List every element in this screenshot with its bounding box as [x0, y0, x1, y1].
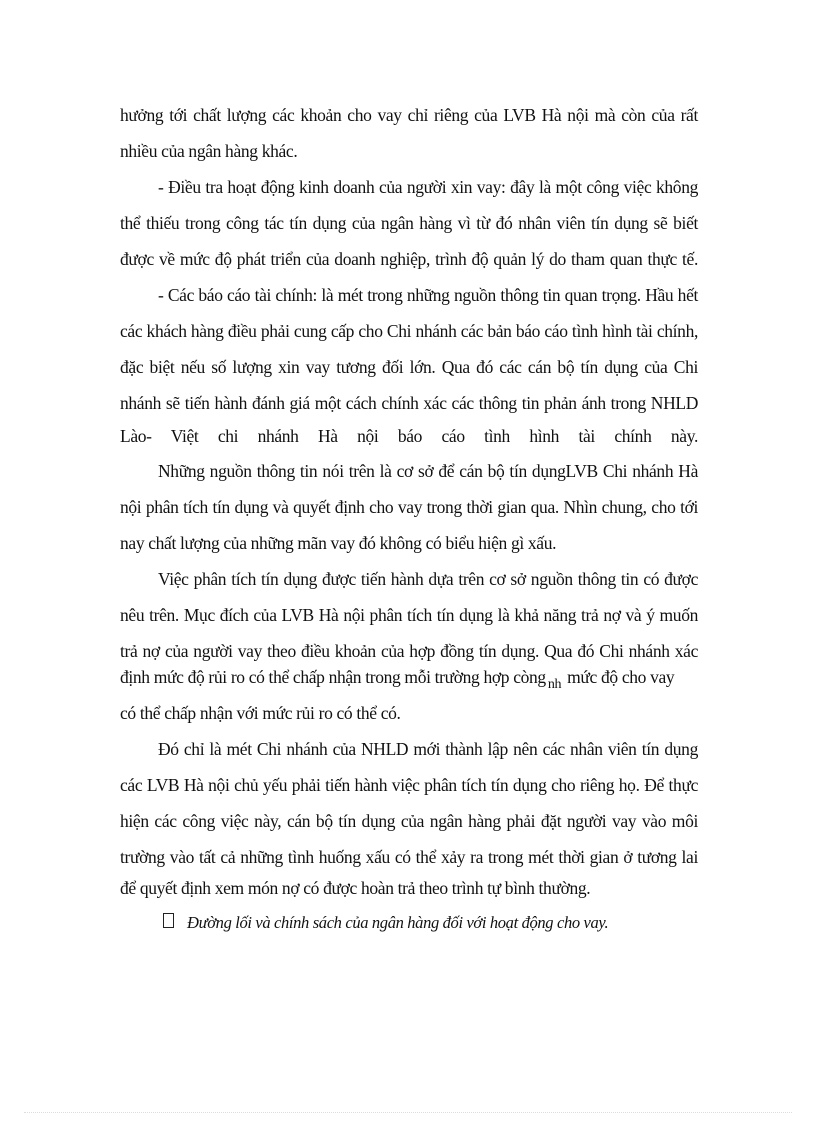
paragraph-4-line-3: nay chất lượng của những mãn vay đó không có biểu hiện gì xấu.	[120, 533, 557, 553]
paragraph-2-line-2: thể thiếu trong công tác tín dụng của ngân hàng vì từ đó nhân viên tín dụng sẽ biết	[120, 213, 698, 233]
paragraph-5-line-4-part-a: định mức độ rủi ro có thể chấp nhận trong mỗi trường hợp còng	[120, 667, 546, 687]
paragraph-2-line-3: được về mức độ phát triển của doanh nghiệp, trình độ quản lý do tham quan thực tế.	[120, 249, 698, 269]
paragraph-2-line-1: - Điều tra hoạt động kinh doanh của người xin vay: đây là một công việc không	[158, 177, 698, 197]
bullet-heading: Đường lối và chính sách của ngân hàng đối với hoạt động cho vay.	[187, 913, 609, 932]
paragraph-4-line-2: nội phân tích tín dụng và quyết định cho vay trong thời gian qua. Nhìn chung, cho tới	[120, 497, 698, 517]
paragraph-5-line-4-part-b: mức độ cho vay	[567, 667, 675, 687]
paragraph-6-line-3: hiện các công việc này, cán bộ tín dụng của ngân hàng phải đặt người vay vào môi	[120, 811, 698, 831]
paragraph-4-line-1: Những nguồn thông tin nói trên là cơ sở để cán bộ tín dụngLVB Chi nhánh Hà	[158, 461, 698, 481]
paragraph-5-line-3: trả nợ của người vay theo điều khoản của hợp đồng tín dụng. Qua đó Chi nhánh xác	[120, 641, 698, 661]
checkbox-bullet-icon	[163, 913, 174, 928]
paragraph-3-line-3: đặc biệt nếu số lượng xin vay tương đối lớn. Qua đó các cán bộ tín dụng của Chi	[120, 357, 698, 377]
paragraph-3-line-5: Lào- Việt chi nhánh Hà nội báo cáo tình hình tài chính này.	[120, 426, 698, 446]
paragraph-5-line-4-subscript: nh	[547, 677, 562, 692]
paragraph-5-line-1: Việc phân tích tín dụng được tiến hành dựa trên cơ sở nguồn thông tin có được	[158, 569, 698, 589]
paragraph-6-line-1: Đó chỉ là mét Chi nhánh của NHLD mới thành lập nên các nhân viên tín dụng	[158, 739, 698, 759]
paragraph-6-line-2: các LVB Hà nội chủ yếu phải tiến hành việc phân tích tín dụng cho riêng họ. Để thực	[120, 775, 698, 795]
paragraph-6-line-4: trường vào tất cả những tình huống xấu có thể xảy ra trong mét thời gian ở tương lai	[120, 847, 698, 867]
paragraph-3-line-1: - Các báo cáo tài chính: là mét trong những nguồn thông tin quan trọng. Hầu hết	[158, 285, 698, 305]
paragraph-3-line-2: các khách hàng điều phải cung cấp cho Chi nhánh các bản báo cáo tình hình tài chính,	[120, 321, 698, 341]
paragraph-6-line-5: để quyết định xem món nợ có được hoàn trả theo trình tự bình thường.	[120, 878, 591, 898]
paragraph-5-line-2: nêu trên. Mục đích của LVB Hà nội phân tích tín dụng là khả năng trả nợ và ý muốn	[120, 605, 698, 625]
paragraph-1-line-2: nhiều của ngân hàng khác.	[120, 141, 298, 161]
page-bottom-divider	[24, 1112, 792, 1113]
paragraph-5-line-5: có thể chấp nhận với mức rủi ro có thể có.	[120, 703, 401, 723]
paragraph-3-line-4: nhánh sẽ tiến hành đánh giá một cách chính xác các thông tin phản ánh trong NHLD	[120, 393, 698, 413]
paragraph-1-line-1: hưởng tới chất lượng các khoản cho vay chỉ riêng của LVB Hà nội mà còn của rất	[120, 105, 698, 125]
paragraph-5-line-4	[120, 666, 698, 691]
